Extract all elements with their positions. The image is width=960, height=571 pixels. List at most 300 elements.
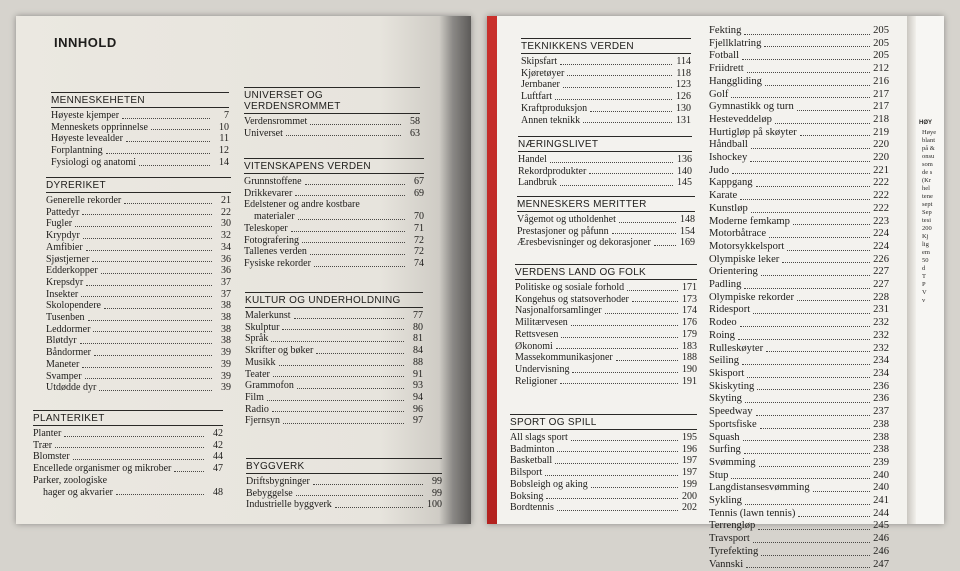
toc-entry-label: Moderne femkamp bbox=[709, 215, 790, 227]
right-book-page-photo bbox=[487, 16, 944, 570]
dot-leader bbox=[732, 173, 870, 174]
toc-entry-label: Grammofon bbox=[245, 380, 294, 392]
toc-entry bbox=[709, 139, 889, 152]
toc-entry-label: Rettsvesen bbox=[515, 328, 559, 340]
toc-entry bbox=[709, 279, 889, 292]
toc-entry-label: Språk bbox=[245, 333, 269, 345]
next-page-text-line: d bbox=[922, 265, 926, 272]
dot-leader bbox=[313, 484, 423, 485]
dot-leader bbox=[302, 242, 405, 243]
toc-entry-label: Radio bbox=[245, 403, 269, 415]
next-page-text-line: blant bbox=[922, 137, 935, 144]
toc-entry-label: Kunstløp bbox=[709, 202, 748, 214]
dot-leader bbox=[81, 296, 212, 297]
dot-leader bbox=[813, 491, 870, 492]
toc-entry bbox=[709, 444, 889, 457]
toc-entry-page: 74 bbox=[414, 257, 424, 269]
toc-entry bbox=[33, 440, 223, 452]
toc-entry bbox=[51, 122, 229, 134]
dot-leader bbox=[800, 135, 870, 136]
dot-leader bbox=[740, 199, 870, 200]
toc-entry-page: 100 bbox=[427, 499, 442, 511]
toc-entry-page: 131 bbox=[676, 114, 691, 126]
toc-entry bbox=[246, 476, 442, 488]
toc-entry bbox=[510, 479, 697, 491]
toc-entry-page: 67 bbox=[414, 176, 424, 187]
toc-entry-page: 205 bbox=[873, 37, 889, 49]
dot-leader bbox=[758, 529, 870, 530]
toc-entry-label: Kongehus og statsoverhoder bbox=[515, 293, 629, 305]
next-page-text-line: (Kr bbox=[922, 177, 932, 184]
dot-leader bbox=[744, 453, 870, 454]
toc-entry-page: 38 bbox=[221, 312, 231, 324]
toc-entry-label: Prestasjoner og påfunn bbox=[517, 225, 609, 237]
toc-entry-label: Båndormer bbox=[46, 347, 91, 359]
toc-entry bbox=[51, 110, 229, 122]
toc-entry bbox=[515, 305, 697, 317]
toc-entry bbox=[709, 38, 889, 51]
toc-entry bbox=[515, 364, 697, 376]
toc-entry-label: Boksing bbox=[510, 490, 544, 502]
toc-entry-page: 212 bbox=[873, 63, 889, 75]
toc-entry bbox=[33, 463, 223, 475]
toc-entry-page: 126 bbox=[676, 91, 691, 103]
toc-entry bbox=[709, 470, 889, 483]
section-title: VITENSKAPENS VERDEN bbox=[244, 159, 424, 174]
dot-leader bbox=[760, 428, 870, 429]
toc-entry-label: Kjøretøyer bbox=[521, 67, 565, 79]
toc-entry bbox=[521, 103, 691, 115]
dot-leader bbox=[753, 542, 870, 543]
toc-entry bbox=[709, 114, 889, 127]
dot-leader bbox=[116, 494, 204, 495]
toc-entry bbox=[518, 166, 692, 178]
toc-entry bbox=[510, 502, 697, 514]
dot-leader bbox=[283, 423, 404, 424]
toc-entry-page: 97 bbox=[413, 415, 423, 427]
toc-entry bbox=[521, 56, 691, 68]
toc-entry-label: Gymnastikk og turn bbox=[709, 101, 794, 113]
toc-entry-label: Fjernsyn bbox=[245, 415, 280, 427]
toc-entry-label: Ridesport bbox=[709, 304, 751, 316]
toc-entry bbox=[33, 451, 223, 463]
dot-leader bbox=[560, 185, 673, 186]
toc-entry-page: 246 bbox=[873, 533, 889, 545]
toc-entry-page: 39 bbox=[221, 347, 231, 359]
toc-entry bbox=[709, 152, 889, 165]
toc-entry-page: 226 bbox=[873, 253, 889, 265]
toc-entry-label: Tyrefekting bbox=[709, 545, 759, 557]
toc-entry-label: Teleskoper bbox=[244, 222, 288, 234]
toc-entry bbox=[33, 487, 223, 499]
toc-entry-label: Verdensrommet bbox=[244, 116, 308, 127]
toc-entry-page: 224 bbox=[873, 228, 889, 240]
toc-entry-page: 12 bbox=[219, 145, 229, 157]
toc-entry bbox=[245, 333, 423, 345]
dot-leader bbox=[271, 341, 404, 342]
next-page-text-line: 50 bbox=[922, 257, 929, 264]
dot-leader bbox=[106, 153, 210, 154]
toc-entry-page: 38 bbox=[221, 300, 231, 312]
toc-entry-label: Bløtdyr bbox=[46, 335, 77, 347]
toc-entry bbox=[46, 324, 231, 336]
toc-entry-page: 118 bbox=[676, 67, 691, 79]
toc-entry-page: 145 bbox=[677, 177, 692, 189]
toc-entry-page: 232 bbox=[873, 342, 889, 354]
toc-entry-label: Padling bbox=[709, 279, 742, 291]
toc-entry-label: Sykling bbox=[709, 495, 742, 507]
dot-leader bbox=[731, 97, 870, 98]
toc-entry-label: Skolopendere bbox=[46, 300, 101, 312]
toc-entry-label: Bordtennis bbox=[510, 502, 554, 514]
next-page-text-line: sept bbox=[922, 201, 933, 208]
toc-entry-page: 232 bbox=[873, 329, 889, 341]
section-title: VERDENS LAND OG FOLK bbox=[515, 265, 697, 280]
toc-entry-page: 220 bbox=[873, 152, 889, 164]
dot-leader bbox=[571, 325, 678, 326]
toc-entry-page: 176 bbox=[682, 317, 697, 329]
toc-entry-page: 234 bbox=[873, 367, 889, 379]
dot-leader bbox=[555, 99, 672, 100]
toc-entry bbox=[244, 176, 424, 188]
toc-entry-page: 14 bbox=[219, 156, 229, 168]
toc-entry-page: 228 bbox=[873, 291, 889, 303]
toc-entry-label: Nasjonalforsamlinger bbox=[515, 305, 602, 317]
toc-entry-page: 238 bbox=[873, 431, 889, 443]
dot-leader bbox=[85, 378, 212, 379]
toc-entry-page: 220 bbox=[873, 139, 889, 151]
toc-entry bbox=[245, 357, 423, 369]
dot-leader bbox=[104, 308, 212, 309]
dot-leader bbox=[335, 507, 423, 508]
next-page-text-line: lig bbox=[922, 241, 929, 248]
dot-leader bbox=[561, 337, 678, 338]
toc-entry-page: 7 bbox=[224, 110, 229, 121]
toc-entry-page: 37 bbox=[221, 276, 231, 288]
toc-entry-page: 38 bbox=[221, 323, 231, 335]
toc-entry bbox=[246, 499, 442, 511]
dot-leader bbox=[310, 254, 405, 255]
toc-entry-page: 237 bbox=[873, 406, 889, 418]
next-page-text-line: tene bbox=[922, 193, 933, 200]
toc-entry-page: 239 bbox=[873, 456, 889, 468]
toc-entry bbox=[709, 101, 889, 114]
dot-leader bbox=[793, 224, 870, 225]
dot-leader bbox=[286, 135, 401, 136]
toc-entry bbox=[46, 300, 231, 312]
next-page-text-line: T bbox=[922, 273, 926, 280]
toc-entry bbox=[709, 432, 889, 445]
toc-entry bbox=[244, 188, 424, 200]
dot-leader bbox=[746, 567, 870, 568]
dot-leader bbox=[291, 231, 405, 232]
toc-entry-label: Terrengløp bbox=[709, 520, 756, 532]
toc-entry-page: 37 bbox=[221, 288, 231, 300]
toc-entry-label: Fotografering bbox=[244, 234, 299, 246]
toc-entry bbox=[709, 495, 889, 508]
toc-entry-label: Roing bbox=[709, 329, 735, 341]
toc-entry bbox=[245, 322, 423, 334]
toc-entry bbox=[46, 195, 231, 207]
toc-entry-page: 205 bbox=[873, 25, 889, 36]
toc-entry-label: Ishockey bbox=[709, 152, 748, 164]
toc-entry bbox=[518, 154, 692, 166]
toc-entry-label: Vannski bbox=[709, 558, 744, 570]
dot-leader bbox=[124, 203, 212, 204]
toc-section bbox=[51, 92, 229, 169]
toc-entry-page: 47 bbox=[213, 463, 223, 475]
toc-entry bbox=[46, 289, 231, 301]
dot-leader bbox=[745, 504, 870, 505]
toc-entry-label: Golf bbox=[709, 88, 729, 100]
dot-leader bbox=[654, 245, 676, 246]
toc-entry bbox=[46, 382, 231, 394]
toc-entry bbox=[709, 254, 889, 267]
toc-section bbox=[521, 38, 691, 126]
toc-entry-page: 69 bbox=[414, 187, 424, 199]
toc-entry bbox=[521, 68, 691, 80]
toc-entry-page: 195 bbox=[682, 432, 697, 443]
toc-entry-label: Skipsfart bbox=[521, 56, 558, 67]
toc-entry bbox=[709, 508, 889, 521]
next-page-text-line: 200 bbox=[922, 225, 932, 232]
dot-leader bbox=[797, 110, 870, 111]
toc-entry-page: 94 bbox=[413, 391, 423, 403]
dot-leader bbox=[82, 214, 212, 215]
next-page-fragment bbox=[916, 16, 944, 524]
toc-entry-page: 191 bbox=[682, 375, 697, 387]
toc-entry-first-line: Edelstener og andre kostbare bbox=[244, 199, 360, 211]
toc-entry-page: 197 bbox=[682, 467, 697, 479]
toc-entry-page: 236 bbox=[873, 393, 889, 405]
toc-entry-label: Fugler bbox=[46, 218, 73, 230]
toc-entry-label: Industrielle byggverk bbox=[246, 499, 332, 511]
toc-entry bbox=[246, 488, 442, 500]
toc-entry-label: hager og akvarier bbox=[43, 486, 113, 498]
toc-entry-page: 169 bbox=[680, 237, 695, 249]
toc-entry-page: 77 bbox=[413, 310, 423, 321]
toc-entry-label: Amfibier bbox=[46, 241, 83, 253]
dot-leader bbox=[295, 195, 405, 196]
toc-entry-page: 32 bbox=[221, 230, 231, 242]
toc-entry-label: Drikkevarer bbox=[244, 187, 293, 199]
toc-entry-label: Utdødde dyr bbox=[46, 382, 97, 394]
toc-entry-label: Film bbox=[245, 391, 264, 403]
toc-entry bbox=[709, 520, 889, 533]
toc-entry-page: 22 bbox=[221, 206, 231, 218]
toc-entry bbox=[709, 63, 889, 76]
toc-entry-label: Leddormer bbox=[46, 323, 91, 335]
toc-entry-page: 11 bbox=[219, 133, 229, 145]
dot-leader bbox=[731, 478, 870, 479]
toc-entry-page: 219 bbox=[873, 126, 889, 138]
toc-entry-page: 81 bbox=[413, 333, 423, 345]
toc-entry-page: 114 bbox=[676, 56, 691, 67]
toc-entry-label: Musikk bbox=[245, 356, 276, 368]
dot-leader bbox=[92, 261, 212, 262]
section-title: SPORT OG SPILL bbox=[510, 415, 697, 430]
dot-leader bbox=[267, 400, 404, 401]
toc-entry bbox=[245, 345, 423, 357]
toc-entry-label: Luftfart bbox=[521, 91, 553, 103]
next-page-text-line: tesi bbox=[922, 217, 932, 224]
toc-entry-page: 221 bbox=[873, 164, 889, 176]
next-page-text-line: P bbox=[922, 281, 926, 288]
dot-leader bbox=[744, 288, 870, 289]
toc-section bbox=[510, 414, 697, 514]
toc-entry-page: 36 bbox=[221, 265, 231, 277]
dot-leader bbox=[742, 364, 870, 365]
dot-leader bbox=[590, 111, 672, 112]
toc-entry-page: 44 bbox=[213, 451, 223, 463]
toc-entry-label: Insekter bbox=[46, 288, 79, 300]
dot-leader bbox=[627, 290, 678, 291]
dot-leader bbox=[753, 313, 870, 314]
toc-entry-label: Kraftproduksjon bbox=[521, 102, 588, 114]
toc-entry bbox=[709, 343, 889, 356]
toc-entry-label: Massekommunikasjoner bbox=[515, 352, 613, 364]
toc-entry-label: Høyeste kjemper bbox=[51, 110, 120, 121]
toc-entry bbox=[709, 25, 889, 38]
toc-section bbox=[246, 458, 442, 511]
toc-entry-page: 39 bbox=[221, 358, 231, 370]
toc-entry bbox=[46, 230, 231, 242]
toc-entry-page: 199 bbox=[682, 478, 697, 490]
toc-entry bbox=[46, 371, 231, 383]
toc-entry bbox=[515, 282, 697, 294]
next-page-text-line: de s bbox=[922, 169, 933, 176]
toc-entry-label: Encellede organismer og mikrober bbox=[33, 463, 172, 475]
dot-leader bbox=[305, 184, 405, 185]
toc-entry bbox=[245, 380, 423, 392]
toc-entry bbox=[510, 432, 697, 444]
toc-entry bbox=[245, 404, 423, 416]
toc-entry bbox=[245, 392, 423, 404]
dot-leader bbox=[738, 339, 870, 340]
toc-entry-label: Grunnstoffene bbox=[244, 176, 302, 187]
toc-entry-page: 222 bbox=[873, 202, 889, 214]
toc-entry-page: 84 bbox=[413, 345, 423, 357]
toc-entry bbox=[46, 347, 231, 359]
section-title: MENNESKERS MERITTER bbox=[517, 197, 695, 212]
dot-leader bbox=[282, 329, 404, 330]
dot-leader bbox=[759, 466, 870, 467]
toc-entry-label: Fekting bbox=[709, 25, 742, 36]
toc-entry-page: 218 bbox=[873, 113, 889, 125]
dot-leader bbox=[80, 343, 212, 344]
toc-entry-page: 58 bbox=[410, 116, 420, 127]
next-page-text-line: em bbox=[922, 249, 930, 256]
toc-entry-page: 190 bbox=[682, 363, 697, 375]
toc-entry-page: 217 bbox=[873, 88, 889, 100]
toc-entry-page: 238 bbox=[873, 418, 889, 430]
toc-entry-page: 223 bbox=[873, 215, 889, 227]
dot-leader bbox=[761, 275, 870, 276]
toc-entry-label: Hesteveddeløp bbox=[709, 113, 772, 125]
toc-entry bbox=[510, 491, 697, 503]
toc-entry bbox=[709, 546, 889, 559]
dot-leader bbox=[297, 388, 404, 389]
toc-entry-page: 42 bbox=[213, 428, 223, 439]
dot-leader bbox=[83, 238, 212, 239]
toc-entry-label: Maneter bbox=[46, 358, 80, 370]
toc-entry-label: Sportsfiske bbox=[709, 418, 757, 430]
dot-leader bbox=[99, 390, 212, 391]
toc-entry-label: Tusenben bbox=[46, 312, 85, 324]
toc-entry-label: Speedway bbox=[709, 406, 753, 418]
toc-entry-label: Sjøstjerner bbox=[46, 253, 90, 265]
toc-entry bbox=[709, 381, 889, 394]
dot-leader bbox=[750, 161, 870, 162]
toc-entry-label: Motorbåtrace bbox=[709, 228, 767, 240]
dot-leader bbox=[563, 87, 672, 88]
toc-entry-label: Skulptur bbox=[245, 321, 280, 333]
toc-entry bbox=[244, 116, 420, 128]
toc-entry-page: 123 bbox=[676, 79, 691, 91]
left-book-page-photo bbox=[16, 16, 471, 524]
toc-entry bbox=[709, 241, 889, 254]
toc-entry-page: 227 bbox=[873, 266, 889, 278]
toc-entry bbox=[46, 335, 231, 347]
dot-leader bbox=[122, 118, 210, 119]
next-page-text-line: hel bbox=[922, 185, 930, 192]
dot-leader bbox=[550, 162, 673, 163]
toc-entry-page: 246 bbox=[873, 545, 889, 557]
toc-entry-label: Høyeste levealder bbox=[51, 133, 123, 145]
red-book-cover bbox=[487, 16, 497, 524]
toc-entry-label: Bilsport bbox=[510, 467, 543, 479]
toc-entry bbox=[515, 317, 697, 329]
next-page-text-line: onsu bbox=[922, 153, 935, 160]
toc-section bbox=[518, 136, 692, 189]
toc-entry bbox=[515, 294, 697, 306]
toc-entry bbox=[521, 115, 691, 127]
toc-entry-page: 70 bbox=[414, 211, 424, 223]
toc-entry bbox=[709, 559, 889, 571]
toc-entry-label: Travsport bbox=[709, 533, 750, 545]
toc-entry-page: 80 bbox=[413, 321, 423, 333]
next-page-text-line: v bbox=[922, 297, 926, 304]
toc-entry-label: Religioner bbox=[515, 375, 558, 387]
toc-entry-page: 130 bbox=[676, 102, 691, 114]
toc-entry-label: Skyting bbox=[709, 393, 742, 405]
next-page-text-line: V bbox=[922, 289, 927, 296]
toc-entry bbox=[245, 369, 423, 381]
toc-entry bbox=[709, 127, 889, 140]
dot-leader bbox=[296, 495, 423, 496]
toc-entry-label: Landbruk bbox=[518, 177, 557, 189]
toc-entry-label: Rodeo bbox=[709, 317, 737, 329]
toc-entry bbox=[46, 207, 231, 219]
toc-entry-label: Tennis (lawn tennis) bbox=[709, 507, 796, 519]
next-page-text-line: Høye bbox=[922, 129, 937, 136]
toc-entry-label: Jernbaner bbox=[521, 79, 560, 91]
toc-entry-page: 21 bbox=[221, 195, 231, 206]
toc-entry bbox=[709, 190, 889, 203]
dot-leader bbox=[782, 262, 870, 263]
dot-leader bbox=[747, 72, 870, 73]
toc-entry-label: Svamper bbox=[46, 370, 82, 382]
toc-entry-label: Basketball bbox=[510, 455, 553, 467]
toc-entry-label: Squash bbox=[709, 431, 740, 443]
toc-entry-page: 140 bbox=[677, 165, 692, 177]
toc-entry-label: Hanggliding bbox=[709, 75, 762, 87]
dot-leader bbox=[765, 85, 870, 86]
toc-entry bbox=[521, 79, 691, 91]
dot-leader bbox=[101, 273, 212, 274]
dot-leader bbox=[571, 440, 678, 441]
toc-entry-page: 238 bbox=[873, 444, 889, 456]
